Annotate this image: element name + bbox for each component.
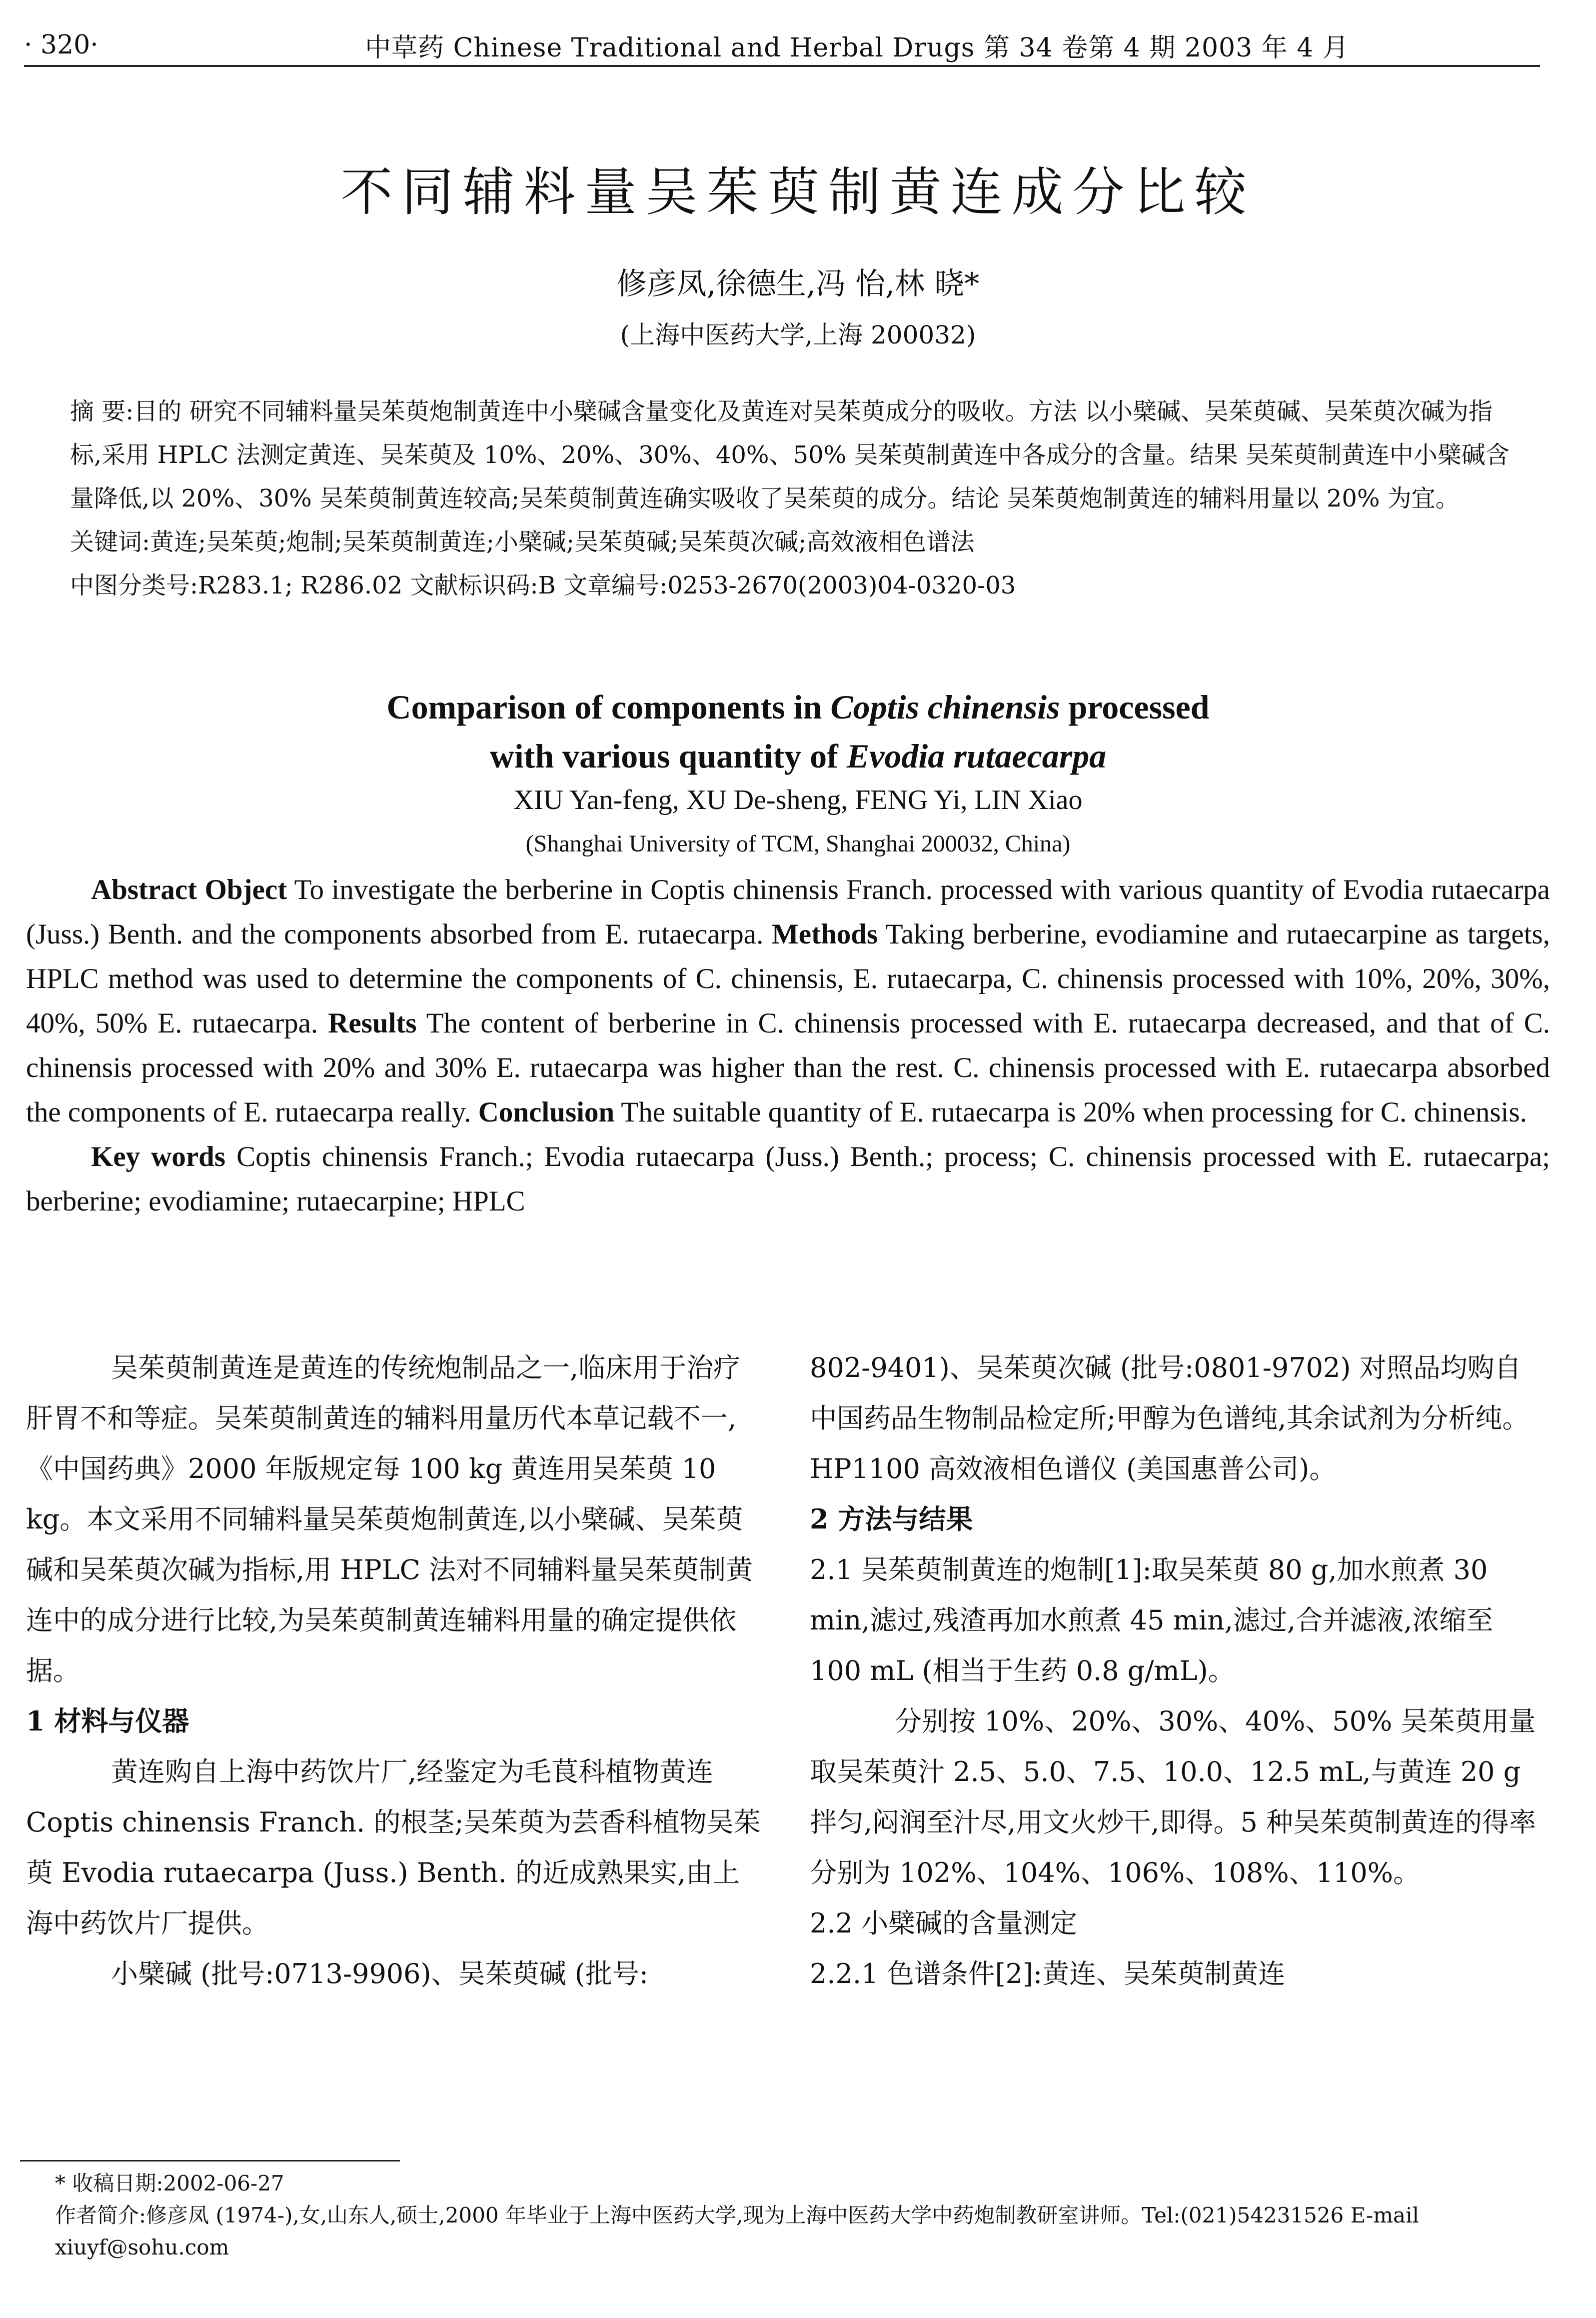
classification-line: 中图分类号:R283.1; R286.02 文献标识码:B 文章编号:0253-2670(2003)04-0320-03 <box>70 572 1016 600</box>
body-right-column <box>810 1342 1545 1999</box>
section-heading-methods: 2 方法与结果 <box>810 1503 973 1535</box>
section-heading-materials: 1 材料与仪器 <box>26 1705 189 1737</box>
author-bio: 作者简介:修彦凤 (1974-),女,山东人,硕士,2000 年毕业于上海中医药大学,现为上海中医药大学中药炮制教研室讲师。Tel:(021)54231526 E-mail xiuyf@sohu.com <box>55 2203 1419 2260</box>
english-authors: XIU Yan-feng, XU De-sheng, FENG Yi, LIN Xiao <box>513 784 1083 816</box>
chinese-title: 不同辅料量吴茱萸制黄连成分比较 <box>340 162 1256 222</box>
english-title-line-2: with various quantity of Evodia rutaecarpa <box>489 737 1107 775</box>
chinese-abstract <box>70 390 1521 608</box>
chromatography-heading: 2.2.1 色谱条件[2]:黄连、吴茱萸制黄连 <box>810 1958 1286 1990</box>
english-abstract-body: Abstract Object To investigate the berberine in Coptis chinensis Franch. processed with various quantity of Evodia rutaecarpa (Juss.) Benth. and the components absorbed from E. rutaecarpa. Methods Taking berberine, evodiamine and rutaecarpine as targets, HPLC method was used to determine the components of C. chinensis, E. rutaecarpa, C. chinensis processed with 10%, 20%, 30%, 40%, 50% E. rutaecarpa. Results The content of berberine in C. chinensis processed with E. rutaecarpa decreased, and that of C. chinensis processed with 20% and 30% E. rutaecarpa was higher than the rest. C. chinensis processed with E. rutaecarpa absorbed the components of E. rutaecarpa really. Conclusion The suitable quantity of E. rutaecarpa is 20% when processing for C. chinensis. <box>26 874 1550 1128</box>
subsection-heading-berberine: 2.2 小檗碱的含量测定 <box>810 1908 1078 1939</box>
english-title-line-1: Comparison of components in Coptis chinensis processed <box>386 688 1210 726</box>
chinese-authors: 修彦凤,徐德生,冯 怡,林 晓* <box>616 266 980 302</box>
reagents-continued: 802-9401)、吴茱萸次碱 (批号:0801-9702) 对照品均购自中国药品生物制品检定所;甲醇为色谱纯,其余试剂为分析纯。HP1100 高效液相色谱仪 (美国惠普公司)。 <box>810 1352 1530 1484</box>
english-keywords: Key words Coptis chinensis Franch.; Evodia rutaecarpa (Juss.) Benth.; process; C. chinensis processed with E. rutaecarpa; berberine; evodiamine; rutaecarpine; HPLC <box>26 1141 1550 1217</box>
running-header <box>24 25 1540 67</box>
reagents-paragraph: 小檗碱 (批号:0713-9906)、吴茱萸碱 (批号: <box>111 1958 649 1990</box>
chinese-affiliation: (上海中医药大学,上海 200032) <box>620 320 976 350</box>
page-number: · 320· <box>24 30 98 60</box>
english-affiliation: (Shanghai University of TCM, Shanghai 200032, China) <box>525 830 1071 857</box>
footnote-rule <box>20 2160 400 2162</box>
footnotes <box>55 2168 1536 2264</box>
received-date: * 收稿日期:2002-06-27 <box>55 2171 284 2196</box>
materials-paragraph: 黄连购自上海中药饮片厂,经鉴定为毛茛科植物黄连 Coptis chinensis Franch. 的根茎;吴茱萸为芸香科植物吴茱萸 Evodia rutaecarpa (Juss.) Benth. 的近成熟果实,由上海中药饮片厂提供。 <box>26 1756 761 1939</box>
intro-paragraph: 吴茱萸制黄连是黄连的传统炮制品之一,临床用于治疗肝胃不和等症。吴茱萸制黄连的辅料用量历代本草记载不一,《中国药典》2000 年版规定每 100 kg 黄连用吴茱萸 10 kg。本文采用不同辅料量吴茱萸炮制黄连,以小檗碱、吴茱萸碱和吴茱萸次碱为指标,用 HPLC 法对不同辅料量吴茱萸制黄连中的成分进行比较,为吴茱萸制黄连辅料用量的确定提供依据。 <box>26 1352 753 1686</box>
english-title <box>0 682 1596 780</box>
journal-line: 中草药 Chinese Traditional and Herbal Drugs 第 34 卷第 4 期 2003 年 4 月 <box>365 32 1349 63</box>
chinese-keywords: 关键词:黄连;吴茱萸;炮制;吴茱萸制黄连;小檗碱;吴茱萸碱;吴茱萸次碱;高效液相色谱法 <box>70 528 975 556</box>
chinese-abstract-body: 摘 要:目的 研究不同辅料量吴茱萸炮制黄连中小檗碱含量变化及黄连对吴茱萸成分的吸收。方法 以小檗碱、吴茱萸碱、吴茱萸次碱为指标,采用 HPLC 法测定黄连、吴茱萸及 10%、20%、30%、40%、50% 吴茱萸制黄连中各成分的含量。结果 吴茱萸制黄连中小檗碱含量降低,以 20%、30% 吴茱萸制黄连较高;吴茱萸制黄连确实吸收了吴茱萸的成分。结论 吴茱萸炮制黄连的辅料用量以 20% 为宜。 <box>70 398 1510 512</box>
processing-paragraph: 2.1 吴茱萸制黄连的炮制[1]:取吴茱萸 80 g,加水煎煮 30 min,滤过,残渣再加水煎煮 45 min,滤过,合并滤液,浓缩至 100 mL (相当于生药 0.8 g/mL)。 <box>810 1554 1494 1686</box>
body-left-column <box>26 1342 761 1999</box>
processing-ratios-paragraph: 分别按 10%、20%、30%、40%、50% 吴茱萸用量取吴茱萸汁 2.5、5.0、7.5、10.0、12.5 mL,与黄连 20 g 拌匀,闷润至汁尽,用文火炒干,即得。5 种吴茱萸制黄连的得率分别为 102%、104%、106%、108%、110%。 <box>810 1706 1537 1888</box>
english-abstract <box>26 868 1550 1224</box>
